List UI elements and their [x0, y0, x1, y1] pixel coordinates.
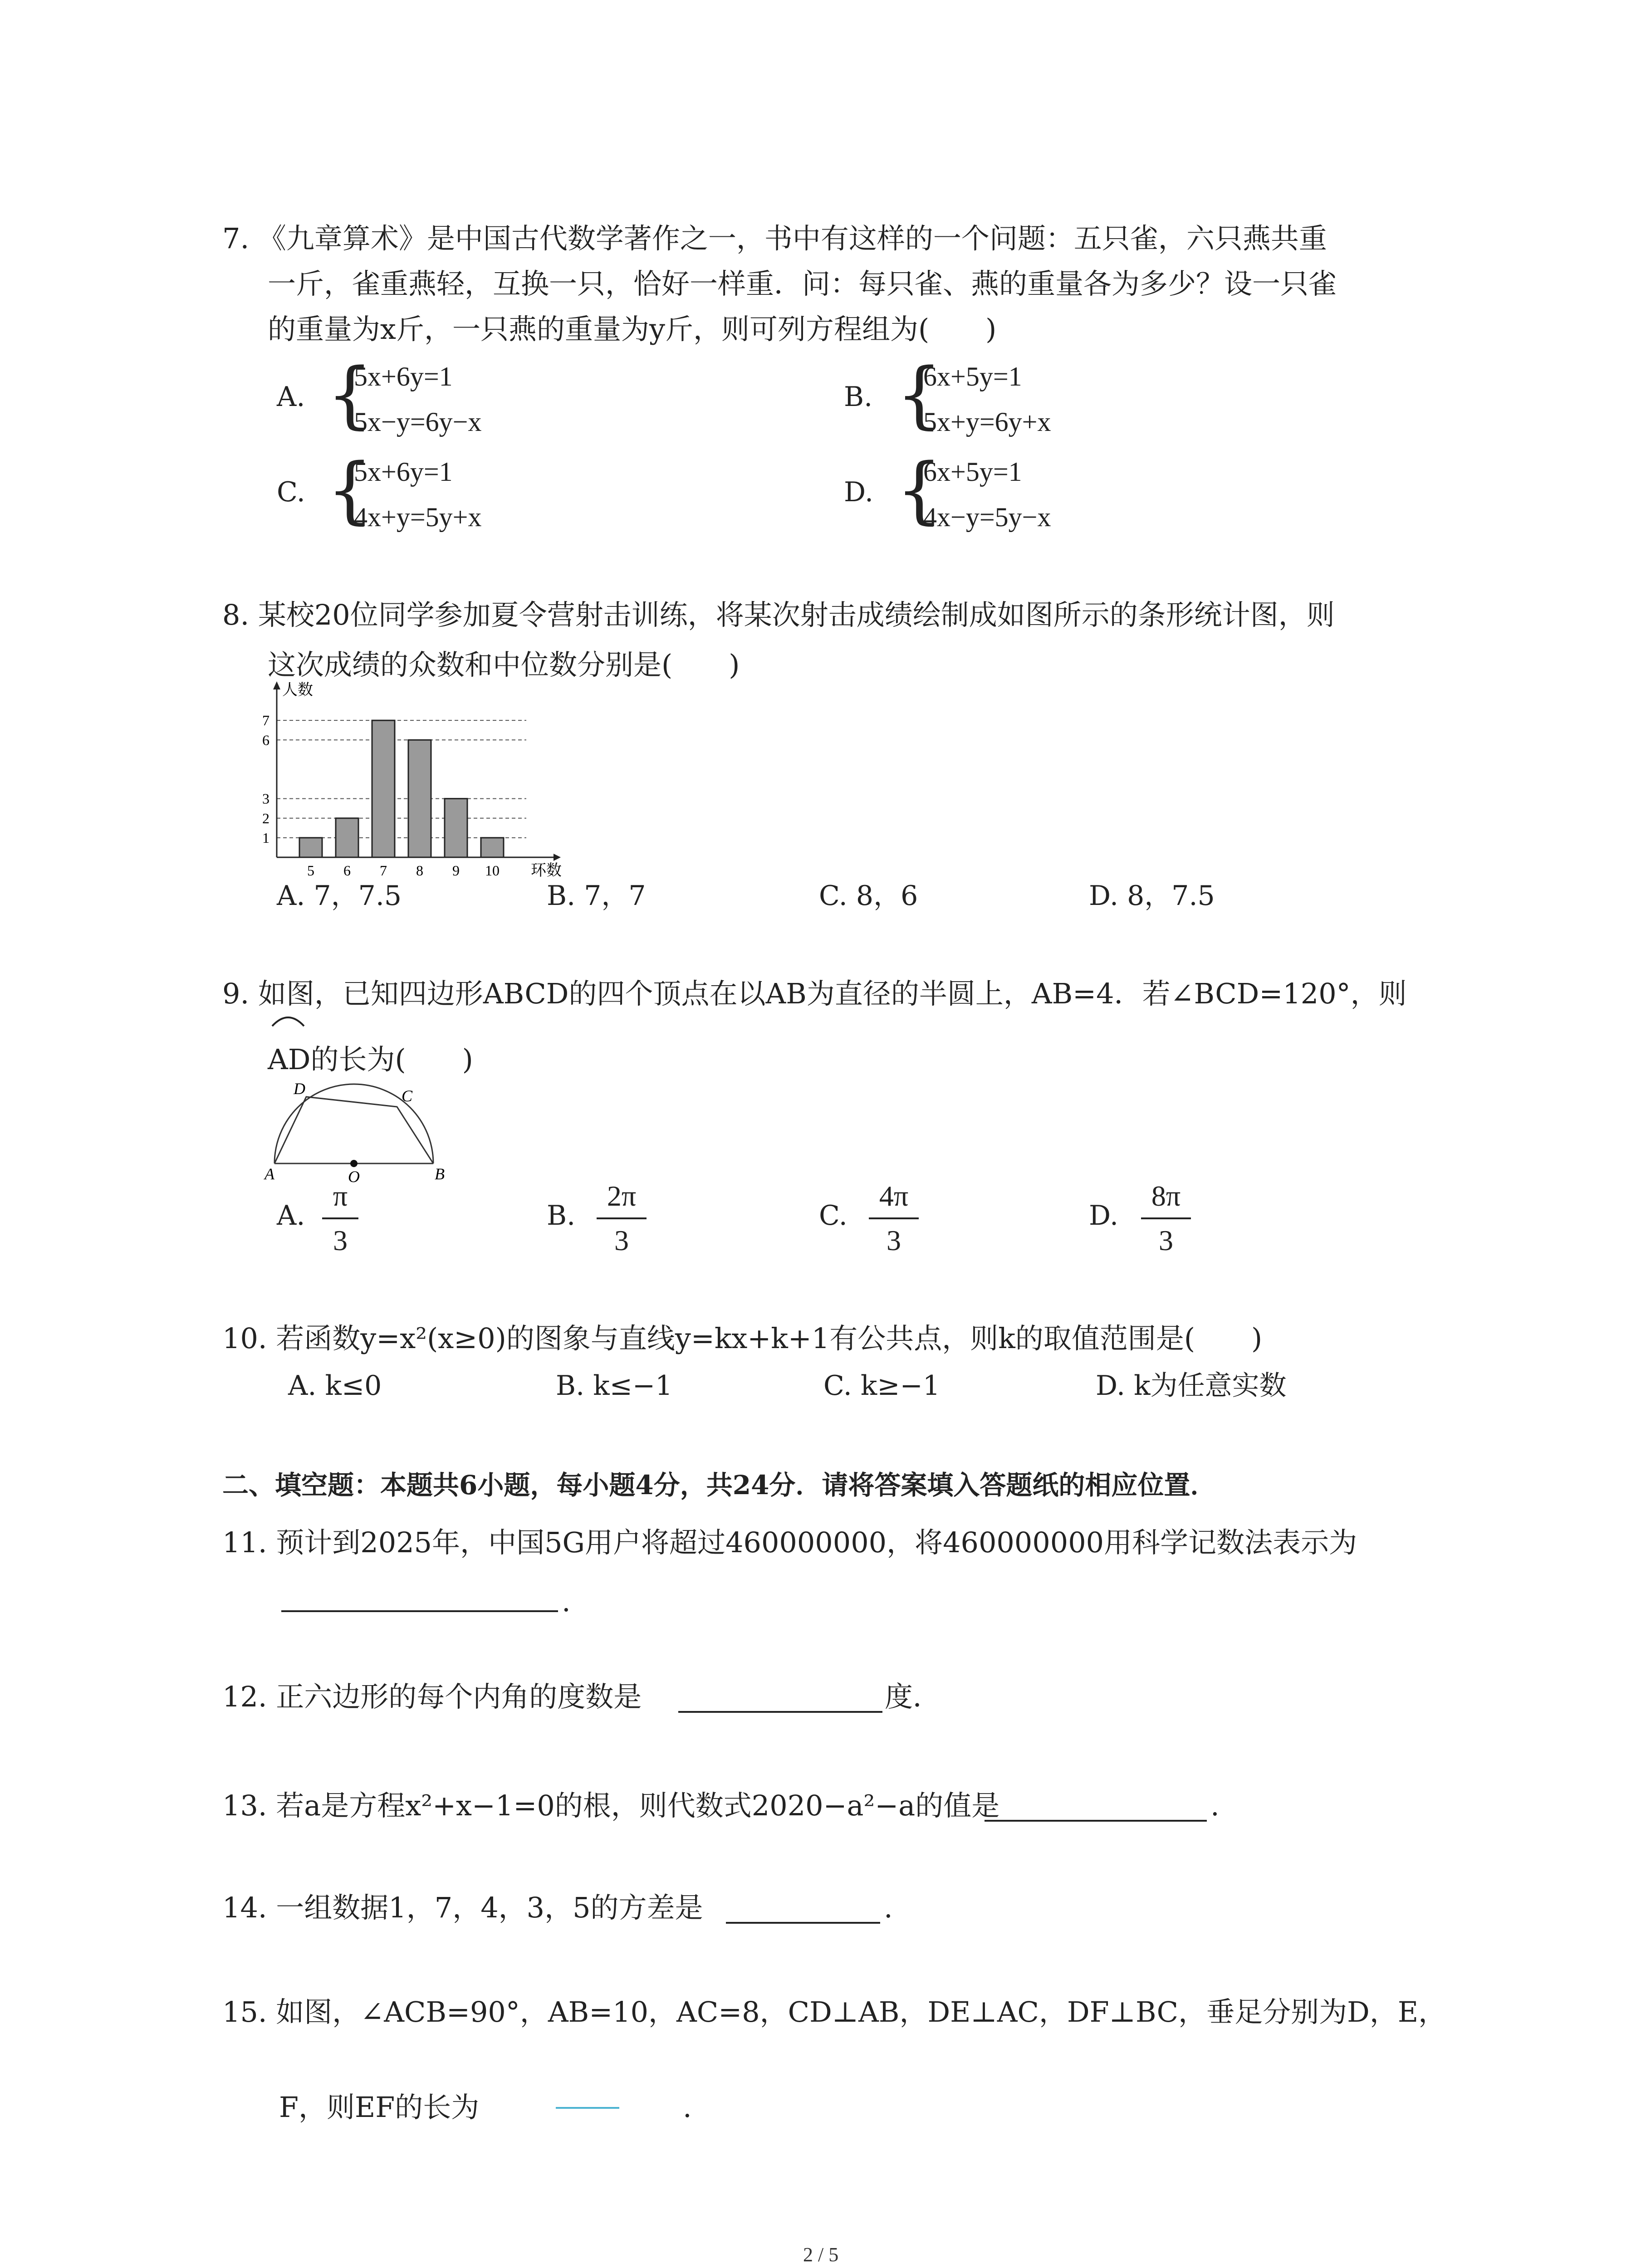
y-tick-labels — [262, 712, 269, 846]
q10-option-d — [1096, 1370, 1287, 1402]
q15-answer-blank[interactable] — [556, 2107, 619, 2109]
x-tick-label: 6 — [343, 862, 351, 879]
q9-option-c-num: 4π — [879, 1180, 909, 1212]
q12-answer-blank[interactable] — [678, 1711, 882, 1713]
q14-after: . — [884, 1891, 893, 1924]
q9-line2: AD的长为( ) — [268, 1043, 473, 1076]
q9-option-b-num: 2π — [607, 1180, 637, 1212]
x-axis-label: 环数 — [531, 861, 562, 880]
label-d: D — [294, 1080, 305, 1098]
bar-7 — [372, 720, 395, 857]
q10-line1: 10. 若函数y=x²(x≥0)的图象与直线y=kx+k+1有公共点，则k的取值范围是( ) — [222, 1322, 1263, 1355]
q10-option-d-label: D. — [1096, 1370, 1126, 1402]
q7-line1: 7. 《九章算术》是中国古代数学著作之一，书中有这样的一个问题：五只雀，六只燕共重 — [222, 222, 1327, 255]
x-tick-label: 7 — [380, 862, 387, 879]
q15-end: . — [683, 2091, 692, 2124]
q8-option-d-text: 8，7.5 — [1127, 880, 1215, 912]
x-tick-label: 5 — [307, 862, 314, 879]
bar-9 — [445, 799, 467, 857]
q7-line2: 一斤，雀重燕轻，互换一只，恰好一样重．问：每只雀、燕的重量各为多少？设一只雀 — [268, 267, 1337, 300]
q11-end: . — [562, 1585, 571, 1618]
q9-option-c-den: 3 — [887, 1224, 901, 1256]
q10-option-a-label: A. — [288, 1370, 317, 1402]
label-o: O — [348, 1168, 360, 1184]
q8-option-c-text: 8，6 — [856, 880, 918, 912]
q7-option-c-eq2: 4x+y=5y+x — [354, 502, 482, 532]
q7-option-a-eq2: 5x−y=6y−x — [354, 407, 482, 437]
q13-after: . — [1210, 1789, 1220, 1822]
y-tick-label: 3 — [262, 790, 269, 807]
q7-option-a-eq1: 5x+6y=1 — [354, 362, 453, 391]
q8-option-b-text: 7，7 — [584, 880, 646, 912]
q14-before: 14. 一组数据1，7，4，3，5的方差是 — [222, 1891, 703, 1924]
q9-option-a-fraction — [322, 1179, 358, 1257]
x-tick-labels — [307, 862, 500, 879]
q8-option-c-label: C. — [819, 880, 847, 912]
q7-option-b-eq2: 5x+y=6y+x — [923, 407, 1051, 437]
label-a: A — [265, 1165, 274, 1183]
q9-option-d-label: D. — [1089, 1200, 1119, 1232]
page-number: 2 / 5 — [803, 2244, 839, 2266]
chart-bars — [299, 720, 504, 857]
bar-8 — [408, 740, 431, 857]
q10-option-a-text: k≤0 — [325, 1370, 382, 1402]
section-2-heading: 二、填空题：本题共6小题，每小题4分，共24分．请将答案填入答题纸的相应位置． — [222, 1470, 1217, 1501]
q9-line1: 9. 如图，已知四边形ABCD的四个顶点在以AB为直径的半圆上，AB=4．若∠BCD=120°，则 — [222, 977, 1407, 1010]
label-b: B — [435, 1165, 445, 1183]
q9-option-d-den: 3 — [1159, 1224, 1173, 1256]
q10-option-b-text: k≤−1 — [593, 1370, 673, 1402]
q8-option-a-text: 7，7.5 — [314, 880, 402, 912]
bar-chart — [254, 676, 572, 880]
q8-line1: 8. 某校20位同学参加夏令营射击训练，将某次射击成绩绘制成如图所示的条形统计图，则 — [222, 598, 1335, 631]
y-axis-arrow — [273, 681, 280, 689]
q7-option-d-eq2: 4x−y=5y−x — [923, 502, 1051, 532]
q8-option-c — [819, 880, 918, 912]
q8-option-d-label: D. — [1089, 880, 1119, 912]
q7-option-d-eq1: 6x+5y=1 — [923, 457, 1022, 487]
y-tick-label: 1 — [262, 829, 269, 846]
q7-option-c-label: C. — [277, 476, 305, 508]
bar-5 — [299, 838, 322, 857]
q9-option-a-num: π — [333, 1180, 348, 1212]
q9-option-a-label: A. — [277, 1200, 305, 1232]
q10-option-a — [288, 1370, 382, 1402]
x-tick-label: 8 — [416, 862, 423, 879]
q8-option-b-label: B. — [547, 880, 576, 912]
q9-option-d-num: 8π — [1151, 1180, 1181, 1212]
q9-option-b-den: 3 — [614, 1224, 629, 1256]
q9-option-a-den: 3 — [333, 1224, 348, 1256]
q13-before: 13. 若a是方程x²+x−1=0的根，则代数式2020−a²−a的值是 — [222, 1789, 1000, 1822]
semicircle-figure — [261, 1075, 451, 1184]
center-point — [350, 1160, 358, 1167]
q15-line2: F，则EF的长为 — [279, 2091, 480, 2124]
q7-line3: 的重量为x斤，一只燕的重量为y斤，则可列方程组为( ) — [268, 313, 997, 346]
q8-line2: 这次成绩的众数和中位数分别是( ) — [268, 648, 740, 681]
q9-option-b-label: B. — [547, 1200, 576, 1232]
q8-option-b — [547, 880, 646, 912]
q11-line1: 11. 预计到2025年，中国5G用户将超过460000000，将460000000用科学记数法表示为 — [222, 1526, 1357, 1559]
bar-10 — [481, 838, 504, 857]
q10-option-c-text: k≥−1 — [860, 1370, 940, 1402]
label-c: C — [402, 1087, 413, 1105]
q7-option-c-eq1: 5x+6y=1 — [354, 457, 453, 487]
q15-line1: 15. 如图，∠ACB=90°，AB=10，AC=8，CD⊥AB，DE⊥AC，DF⊥BC，垂足分别为D，E， — [222, 1995, 1447, 2028]
q10-option-c-label: C. — [823, 1370, 852, 1402]
q7-option-a-label: A. — [277, 381, 305, 413]
q9-option-c-fraction — [869, 1179, 919, 1257]
q11-answer-blank[interactable] — [281, 1610, 558, 1612]
q10-option-d-text: k为任意实数 — [1134, 1370, 1287, 1402]
arc-symbol — [268, 1011, 309, 1029]
q13-answer-blank[interactable] — [985, 1820, 1207, 1822]
q14-answer-blank[interactable] — [726, 1922, 880, 1924]
x-axis-arrow — [554, 854, 561, 861]
q12-after: 度． — [885, 1680, 941, 1713]
q10-option-b — [556, 1370, 673, 1402]
x-tick-label: 10 — [485, 862, 500, 879]
y-tick-label: 2 — [262, 810, 269, 826]
y-tick-label: 7 — [262, 712, 269, 729]
q7-option-b-label: B. — [844, 381, 873, 413]
q8-option-d — [1089, 880, 1215, 912]
q7-option-b-eq1: 6x+5y=1 — [923, 362, 1022, 391]
q8-option-a — [277, 880, 402, 912]
bar-6 — [336, 818, 358, 857]
y-tick-label: 6 — [262, 732, 269, 748]
chart-grid — [277, 720, 526, 838]
q9-option-d-fraction — [1141, 1179, 1191, 1257]
x-tick-label: 9 — [452, 862, 460, 879]
q9-option-c-label: C. — [819, 1200, 847, 1232]
q10-option-b-label: B. — [556, 1370, 585, 1402]
y-axis-label: 人数 — [282, 681, 313, 699]
q9-option-b-fraction — [597, 1179, 647, 1257]
q10-option-c — [823, 1370, 940, 1402]
q12-before: 12. 正六边形的每个内角的度数是 — [222, 1680, 642, 1713]
q8-option-a-label: A. — [277, 880, 305, 912]
q7-option-d-label: D. — [844, 476, 874, 508]
